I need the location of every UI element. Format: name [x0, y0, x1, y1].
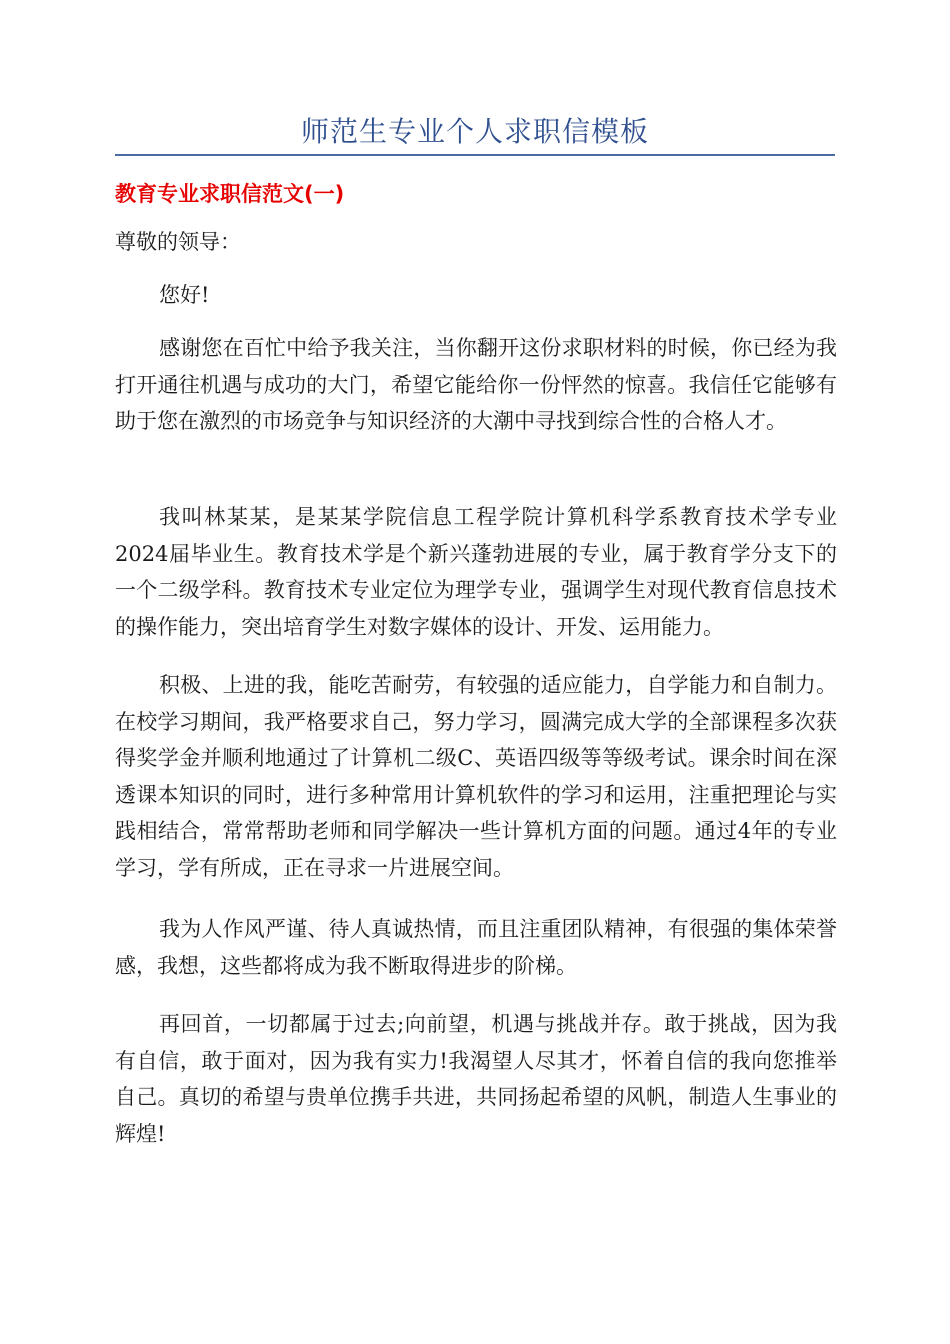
section-heading: 教育专业求职信范文(一): [115, 182, 345, 206]
body-paragraph: 我叫林某某，是某某学院信息工程学院计算机科学系教育技术学专业2024届毕业生。教育技术学是个新兴蓬勃进展的专业，属于教育学分支下的一个二级学科。教育技术专业定位为理学专业，强调学生对现代教育信息技术的操作能力，突出培育学生对数字媒体的设计、开发、运用能力。: [115, 505, 837, 639]
greeting: 您好!: [159, 283, 210, 307]
title-underline: [115, 154, 835, 156]
body-paragraph: 感谢您在百忙中给予我关注，当你翻开这份求职材料的时候，你已经为我打开通往机遇与成功的大门，希望它能给你一份怦然的惊喜。我信任它能够有助于您在激烈的市场竞争与知识经济的大潮中寻找到综合性的合格人才。: [115, 336, 837, 434]
body-paragraph: 积极、上进的我，能吃苦耐劳，有较强的适应能力，自学能力和自制力。在校学习期间，我严格要求自己，努力学习，圆满完成大学的全部课程多次获得奖学金并顺利地通过了计算机二级C、英语四级等等级考试。课余时间在深透课本知识的同时，进行多种常用计算机软件的学习和运用，注重把理论与实践相结合，常常帮助老师和同学解决一些计算机方面的问题。通过4年的专业学习，学有所成，正在寻求一片进展空间。: [115, 673, 837, 880]
salutation: 尊敬的领导：: [115, 230, 241, 254]
body-paragraph: 我为人作风严谨、待人真诚热情，而且注重团队精神，有很强的集体荣誉感，我想，这些都将成为我不断取得进步的阶梯。: [115, 917, 837, 978]
page-title: 师范生专业个人求职信模板: [300, 115, 649, 148]
body-paragraph: 再回首，一切都属于过去;向前望，机遇与挑战并存。敢于挑战，因为我有自信，敢于面对，因为我有实力!我渴望人尽其才，怀着自信的我向您推举自己。真切的希望与贵单位携手共进，共同扬起希望的风帆，制造人生事业的辉煌!: [115, 1012, 837, 1146]
